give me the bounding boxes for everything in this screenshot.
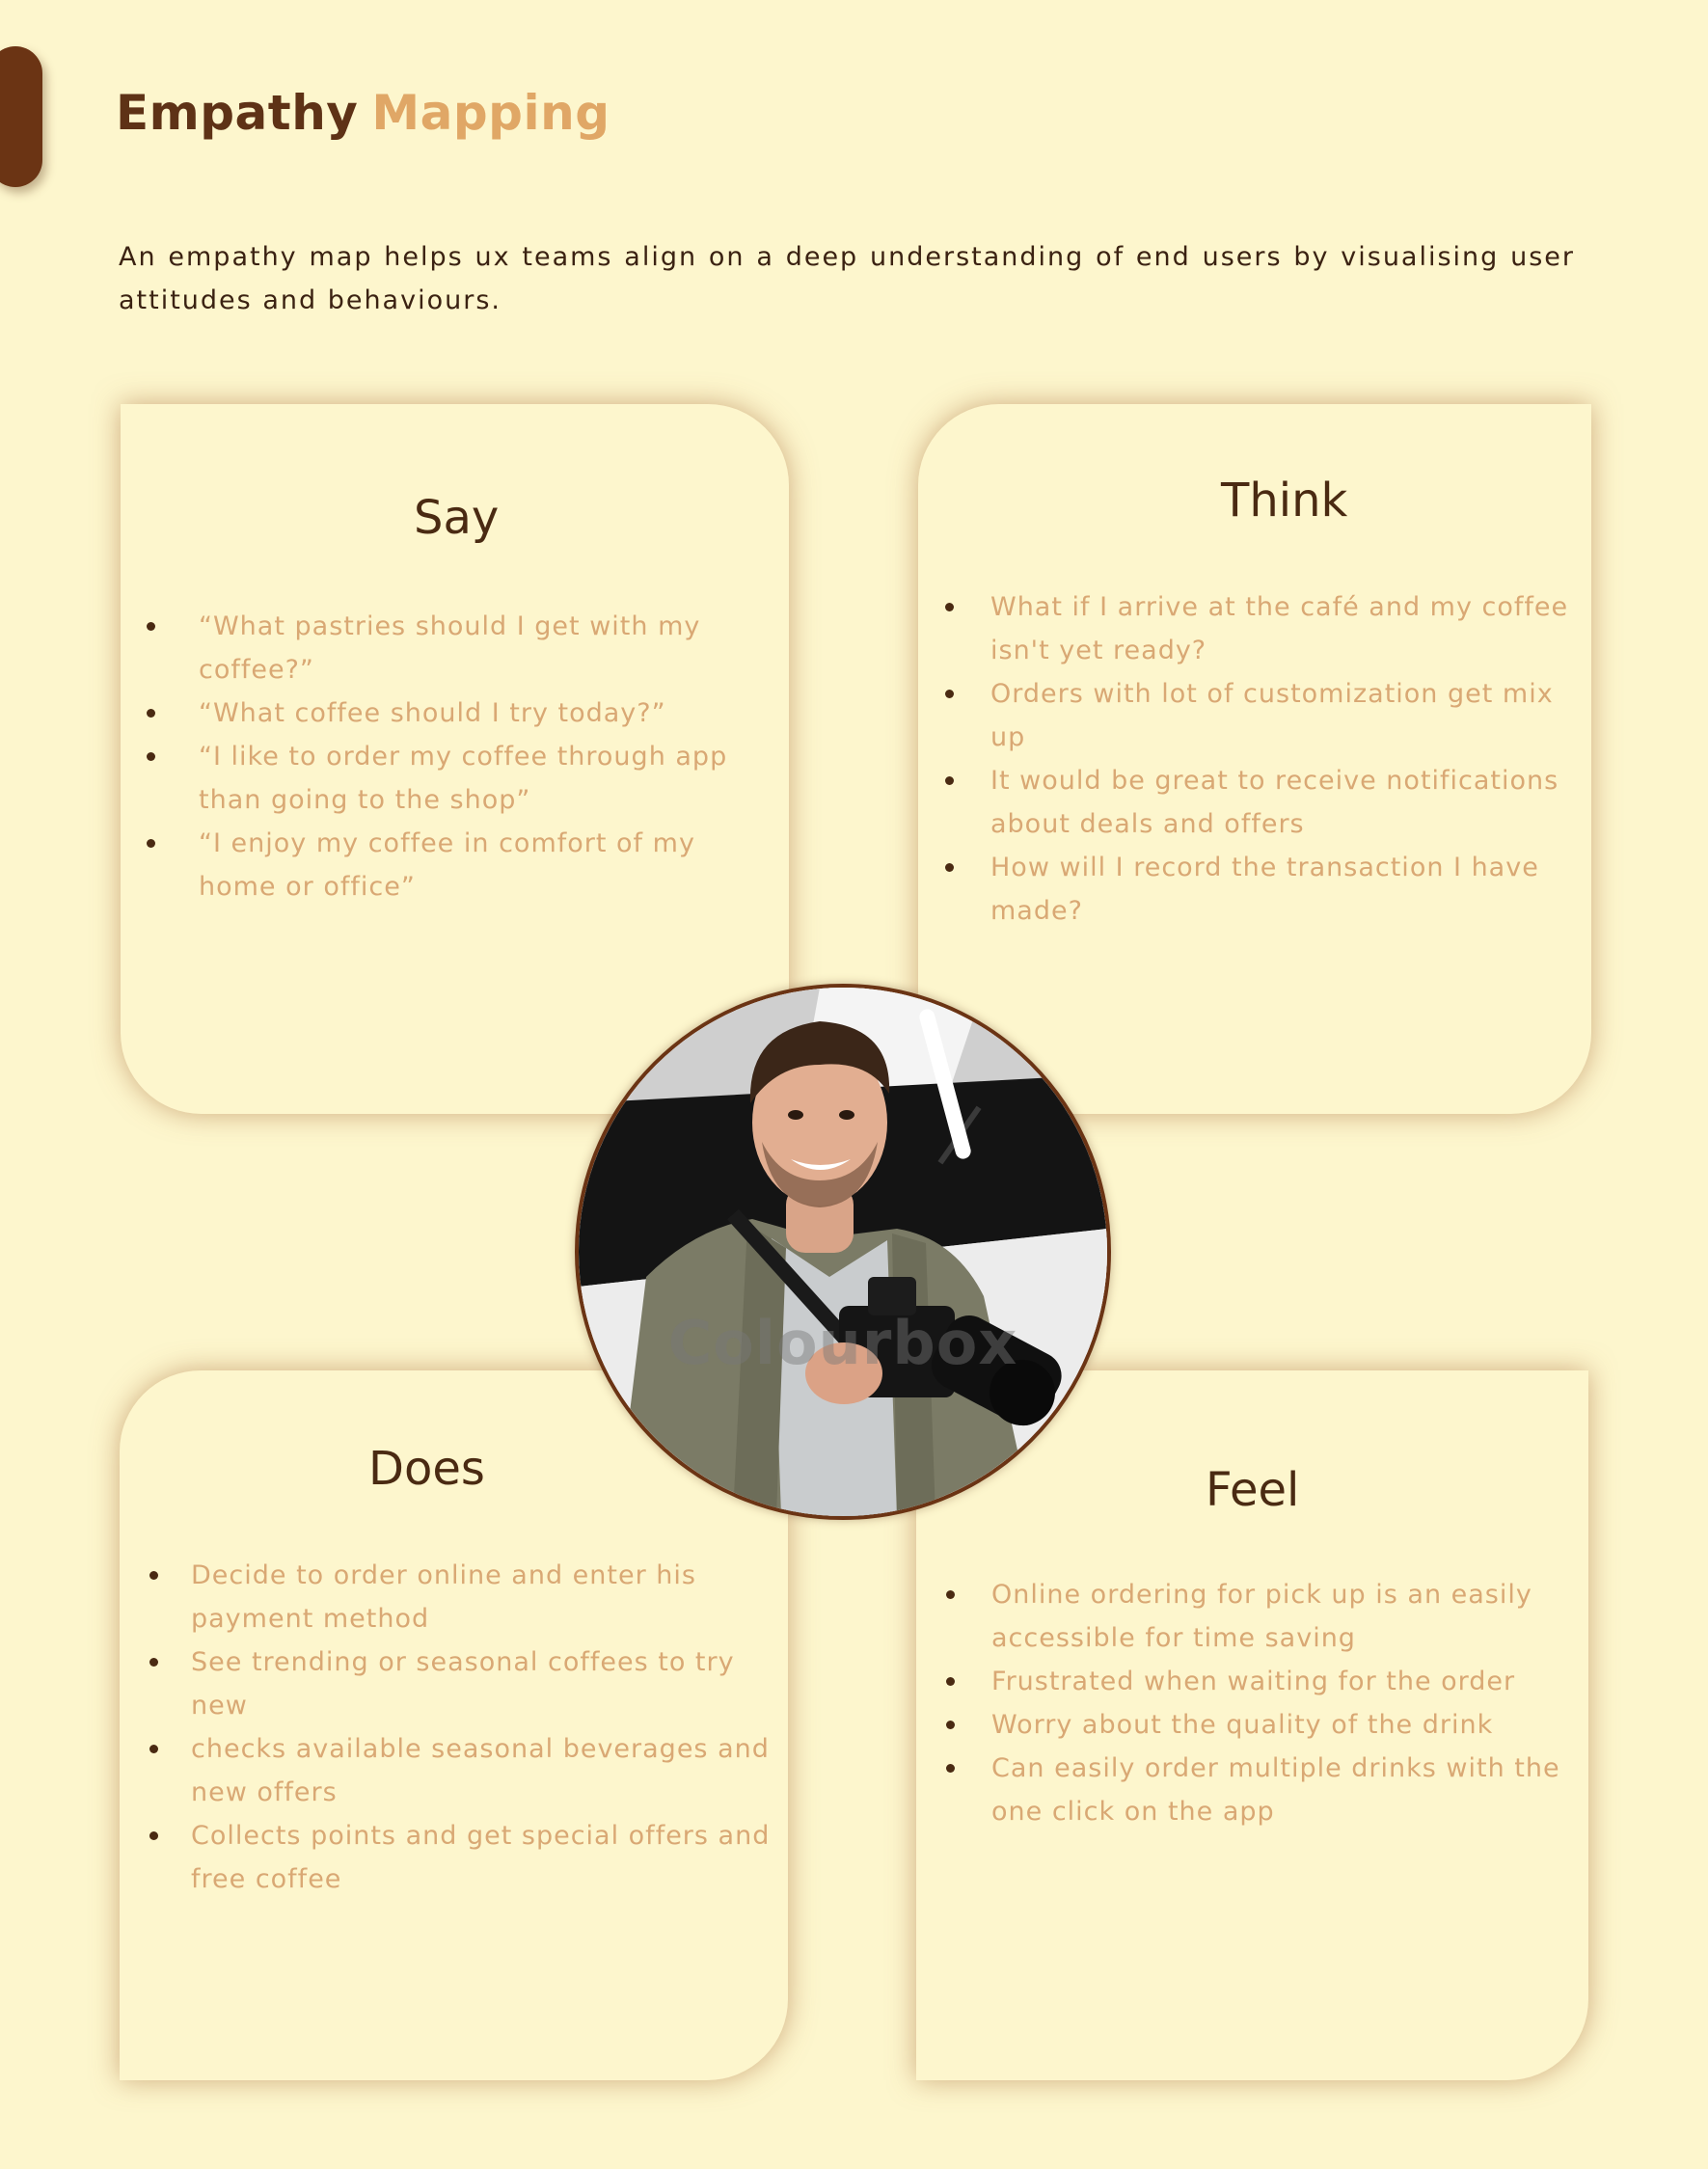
- think-card-title: Think: [1221, 474, 1348, 528]
- bullet-icon: [945, 690, 954, 698]
- list-item-text: See trending or seasonal coffees to try new: [191, 1647, 735, 1721]
- list-item-text: Decide to order online and enter his payment method: [191, 1560, 696, 1634]
- bullet-icon: [946, 1721, 955, 1729]
- list-item: [121, 691, 757, 735]
- list-item: [916, 1703, 1567, 1747]
- bullet-icon: [147, 839, 155, 848]
- list-item: [121, 605, 757, 691]
- list-item: [916, 1660, 1567, 1703]
- list-item: [120, 1727, 771, 1814]
- portrait-watermark: Colourbox: [667, 1308, 1018, 1378]
- bullet-icon: [946, 1764, 955, 1773]
- list-item: [120, 1814, 771, 1901]
- list-item-text: What if I arrive at the café and my coffee isn't yet ready?: [990, 592, 1569, 665]
- think-card: [918, 404, 1591, 1114]
- list-item-text: Collects points and get special offers and free coffee: [191, 1821, 771, 1894]
- does-card: [120, 1370, 788, 2080]
- user-portrait: [575, 984, 1111, 1520]
- list-item: [120, 1554, 771, 1640]
- list-item-text: Frustrated when waiting for the order: [991, 1667, 1516, 1696]
- bullet-icon: [147, 709, 155, 718]
- list-item: [918, 585, 1569, 672]
- list-item: [121, 822, 757, 908]
- bullet-icon: [946, 1590, 955, 1599]
- accent-tab: [0, 46, 42, 187]
- list-item: [916, 1573, 1567, 1660]
- list-item-text: How will I record the transaction I have made?: [990, 853, 1539, 926]
- intro-paragraph: An empathy map helps ux teams align on a deep understanding of end users by visualising user attitudes and behaviours.: [119, 242, 1575, 315]
- list-item-text: “What pastries should I get with my coffee?”: [199, 611, 701, 685]
- bullet-icon: [149, 1745, 158, 1753]
- title-part-empathy: Empathy: [116, 85, 359, 141]
- bullet-icon: [149, 1831, 158, 1840]
- list-item-text: Online ordering for pick up is an easily accessible for time saving: [991, 1580, 1532, 1653]
- list-item: [918, 672, 1569, 759]
- does-card-title: Does: [368, 1442, 485, 1496]
- list-item-text: “What coffee should I try today?”: [199, 698, 666, 728]
- list-item-text: checks available seasonal beverages and new offers: [191, 1734, 770, 1807]
- list-item: [121, 735, 757, 822]
- say-card: [121, 404, 789, 1114]
- feel-card: [916, 1370, 1588, 2080]
- list-item: [918, 759, 1569, 846]
- list-item-text: It would be great to receive notifications about deals and offers: [990, 766, 1559, 839]
- list-item-text: “I enjoy my coffee in comfort of my home or office”: [199, 828, 695, 902]
- list-item-text: “I like to order my coffee through app than going to the shop”: [199, 742, 728, 815]
- bullet-icon: [147, 622, 155, 631]
- list-item-text: Worry about the quality of the drink: [991, 1710, 1494, 1740]
- portrait-illustration: [579, 988, 1107, 1516]
- think-list: [918, 585, 1569, 933]
- list-item-text: Orders with lot of customization get mix up: [990, 679, 1554, 752]
- bullet-icon: [946, 1677, 955, 1686]
- bullet-icon: [149, 1571, 158, 1580]
- feel-card-title: Feel: [1206, 1463, 1300, 1517]
- list-item-text: Can easily order multiple drinks with the one click on the app: [991, 1753, 1560, 1827]
- title-part-mapping: Mapping: [371, 85, 610, 141]
- say-card-title: Say: [414, 491, 500, 545]
- page-title: [116, 85, 610, 141]
- bullet-icon: [945, 863, 954, 872]
- feel-list: [916, 1573, 1567, 1833]
- bullet-icon: [945, 603, 954, 611]
- bullet-icon: [147, 752, 155, 761]
- does-list: [120, 1554, 771, 1901]
- bullet-icon: [945, 776, 954, 785]
- list-item: [120, 1640, 771, 1727]
- bullet-icon: [149, 1658, 158, 1667]
- list-item: [916, 1747, 1567, 1833]
- say-list: [121, 605, 757, 908]
- list-item: [918, 846, 1569, 933]
